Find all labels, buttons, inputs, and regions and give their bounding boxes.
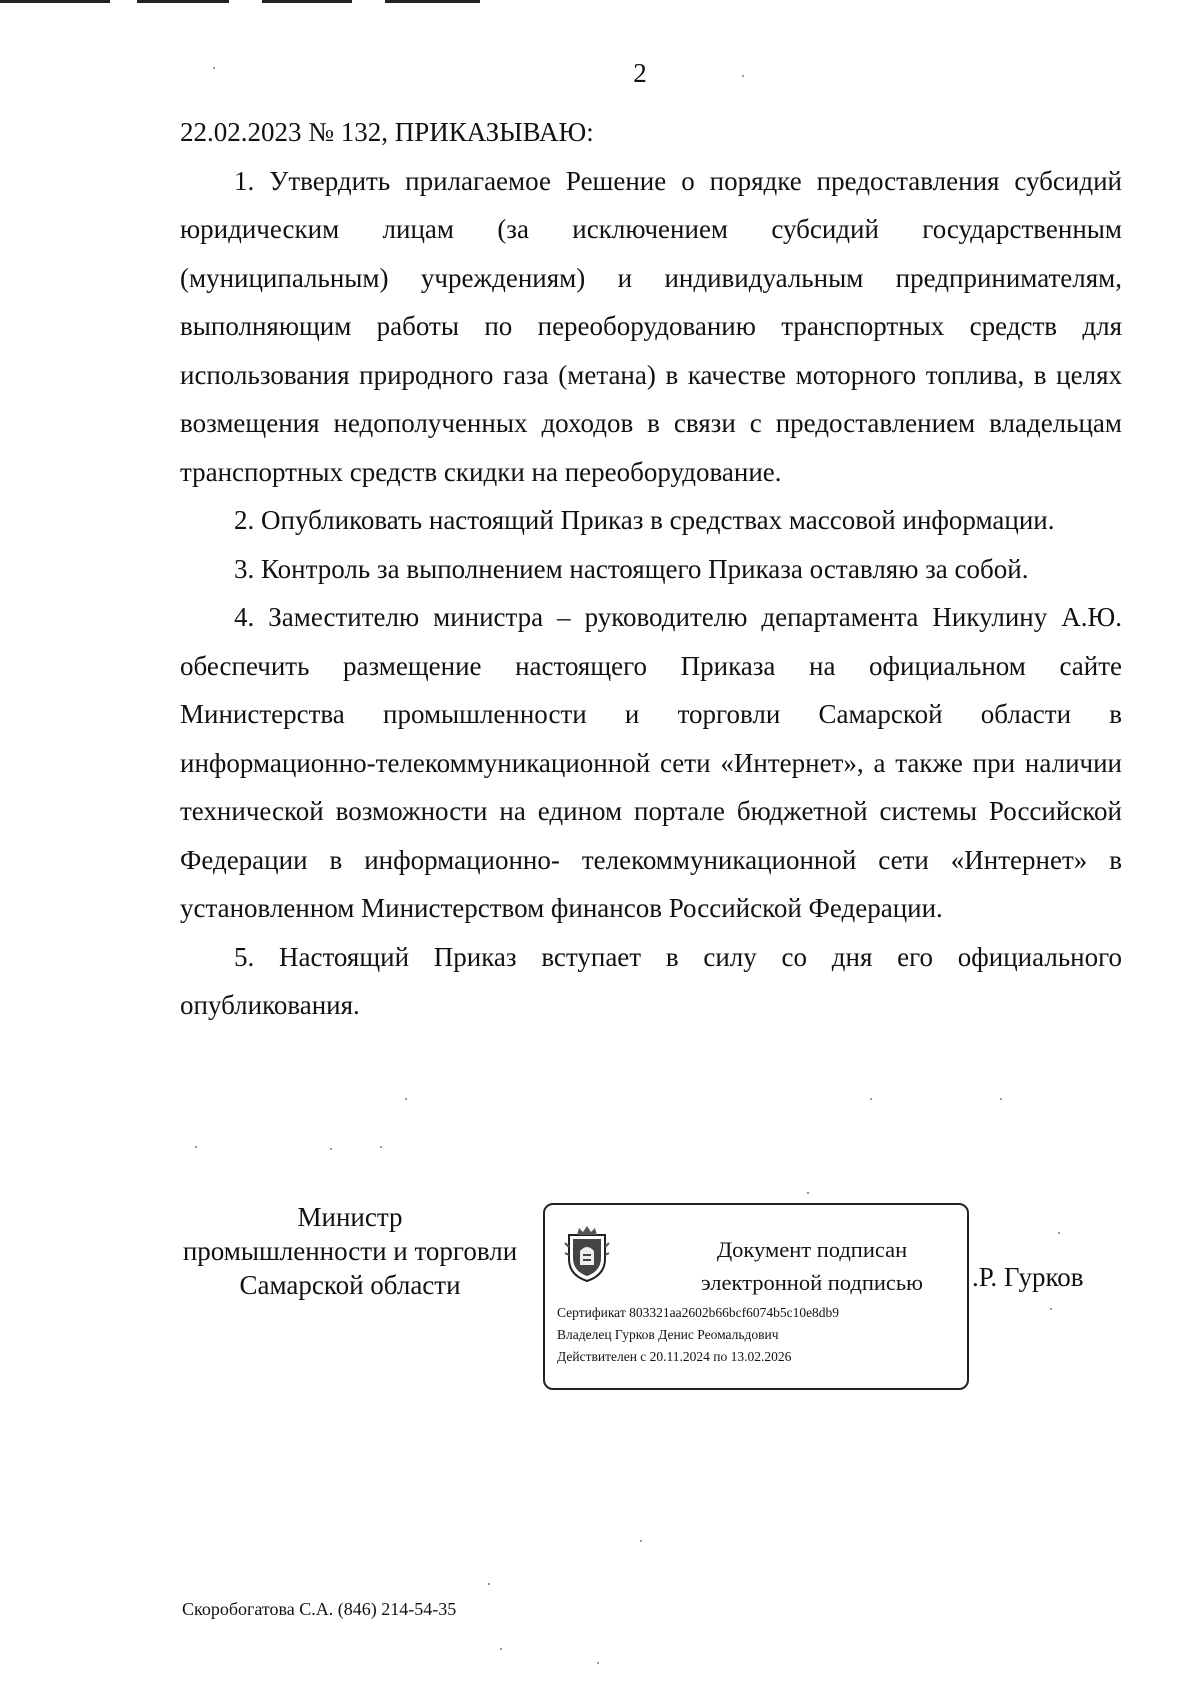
page-number: 2 [633, 58, 647, 88]
scan-speck [330, 1148, 332, 1150]
order-body [180, 108, 1122, 1030]
order-item-2: 2. Опубликовать настоящий Приказ в средствах массовой информации. [234, 505, 1055, 535]
esign-heading-line-1: Документ подписан [716, 1237, 908, 1262]
scan-speck [1050, 1308, 1052, 1310]
esign-owner: Владелец Гурков Денис Реомальдович [557, 1327, 779, 1342]
scan-speck [870, 1098, 872, 1100]
scan-speck [807, 1192, 809, 1194]
scan-speck [488, 1583, 490, 1585]
executor-contact: Скоробогатова С.А. (846) 214-54-35 [182, 1599, 457, 1619]
scan-speck [380, 1146, 382, 1148]
signatory-title-line-3: Самарской области [239, 1270, 461, 1300]
scan-speck [405, 1098, 407, 1100]
scan-speck [640, 1540, 642, 1542]
top-scan-rule-2 [137, 0, 229, 3]
order-item-1: 1. Утвердить прилагаемое Решение о порядке предоставления субсидий юридическим лицам (за исключением субсидий государственным (муниципальным) учреждениям) и индивидуальным предпринимателям, выполняющим работы по переоборудованию транспортных средств для использования природного газа (метана) в качестве моторного топлива, в целях возмещения недополученных доходов в связи с предоставлением владельцам транспортных средств скидки на переоборудование. [180, 165, 1122, 487]
order-item-3: 3. Контроль за выполнением настоящего Приказа оставляю за собой. [234, 553, 1029, 584]
top-scan-rule-1 [0, 0, 110, 3]
esign-certificate: Сертификат 803321aa2602b66bcf6074b5c10e8db9 [557, 1305, 840, 1320]
signer-name: .Р. Гурков [972, 1262, 1084, 1292]
signatory-title-line-1: Министр [297, 1202, 403, 1232]
scan-speck [1000, 1098, 1002, 1100]
electronic-signature-stamp [543, 1203, 969, 1390]
order-item-5: 5. Настоящий Приказ вступает в силу со дня его официального опубликования. [180, 941, 1122, 1020]
signatory-title [160, 1200, 540, 1302]
scan-speck [195, 1146, 197, 1148]
scan-speck [500, 1648, 502, 1650]
order-item-4: 4. Заместителю министра – руководителю департамента Никулину А.Ю. обеспечить размещение настоящего Приказа на официальном сайте Министерства промышленности и торговли Самарской области в информационно-телекоммуникационной сети «Интернет», а также при наличии технической возможности на едином портале бюджетной системы Российской Федерации в информационно- телекоммуникационной сети «Интернет» в установленном Министерством финансов Российской Федерации. [180, 602, 1122, 923]
scan-speck [1058, 1232, 1060, 1234]
esign-heading [677, 1233, 947, 1299]
top-scan-rule-4 [385, 0, 480, 3]
scan-speck [213, 67, 215, 69]
esign-validity: Действителен с 20.11.2024 по 13.02.2026 [557, 1349, 792, 1364]
esign-details [557, 1302, 962, 1368]
coat-of-arms-icon [563, 1225, 611, 1283]
top-scan-rule-3 [262, 0, 352, 3]
scan-speck [742, 75, 744, 77]
order-preamble: 22.02.2023 № 132, ПРИКАЗЫВАЮ: [180, 117, 594, 147]
esign-heading-line-2: электронной подписью [701, 1270, 923, 1295]
signatory-title-line-2: промышленности и торговли [182, 1236, 518, 1266]
scan-speck [597, 1662, 599, 1664]
